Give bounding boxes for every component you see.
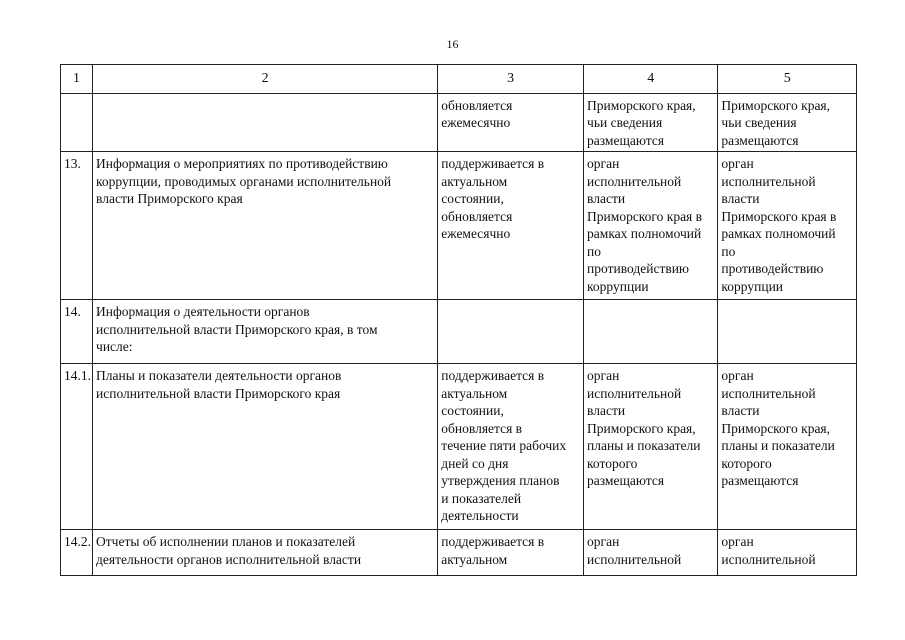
page-number: 16: [446, 37, 459, 51]
row-responsible-col5: орган исполнительной власти Приморского края в рамках полномочий по противодействию коррупции: [718, 152, 857, 300]
row-description: Планы и показатели деятельности органов исполнительной власти Приморского края: [93, 364, 438, 530]
row-update-period: поддерживается в актуальном состоянии, обновляется в течение пяти рабочих дней со дня утверждения планов и показателей деятельности: [438, 364, 584, 530]
row-responsible-col5: орган исполнительной власти Приморского края, планы и показатели которого размещаются: [718, 364, 857, 530]
row-description: Отчеты об исполнении планов и показателей деятельности органов исполнительной власти: [93, 530, 438, 576]
row-number: 13.: [61, 152, 93, 300]
table-row: [61, 152, 857, 300]
header-col-1: 1: [61, 65, 93, 94]
row-update-period: поддерживается в актуальном: [438, 530, 584, 576]
header-col-4: 4: [584, 65, 718, 94]
row-responsible-col5: орган исполнительной: [718, 530, 857, 576]
row-responsible-col4: орган исполнительной власти Приморского края, планы и показатели которого размещаются: [584, 364, 718, 530]
row-number: 14.2.: [61, 530, 93, 576]
row-update-period: [438, 300, 584, 364]
header-col-5: 5: [718, 65, 857, 94]
row-responsible-col4: орган исполнительной: [584, 530, 718, 576]
row-responsible-col4: [584, 300, 718, 364]
table-row: [61, 364, 857, 530]
row-number: 14.1.: [61, 364, 93, 530]
row-number: 14.: [61, 300, 93, 364]
row-number: [61, 93, 93, 152]
row-description: [93, 93, 438, 152]
row-description: Информация о мероприятиях по противодействию коррупции, проводимых органами исполнительной власти Приморского края: [93, 152, 438, 300]
row-responsible-col5: [718, 300, 857, 364]
table-row: [61, 93, 857, 152]
row-description: Информация о деятельности органов исполнительной власти Приморского края, в том числе:: [93, 300, 438, 364]
table-header-row: [61, 65, 857, 94]
header-col-2: 2: [93, 65, 438, 94]
table-row: [61, 300, 857, 364]
row-update-period: обновляется ежемесячно: [438, 93, 584, 152]
row-responsible-col4: Приморского края, чьи сведения размещаются: [584, 93, 718, 152]
header-col-3: 3: [438, 65, 584, 94]
row-update-period: поддерживается в актуальном состоянии, обновляется ежемесячно: [438, 152, 584, 300]
row-responsible-col5: Приморского края, чьи сведения размещаются: [718, 93, 857, 152]
row-responsible-col4: орган исполнительной власти Приморского края в рамках полномочий по противодействию коррупции: [584, 152, 718, 300]
table-row: [61, 530, 857, 576]
information-table: [60, 64, 857, 576]
